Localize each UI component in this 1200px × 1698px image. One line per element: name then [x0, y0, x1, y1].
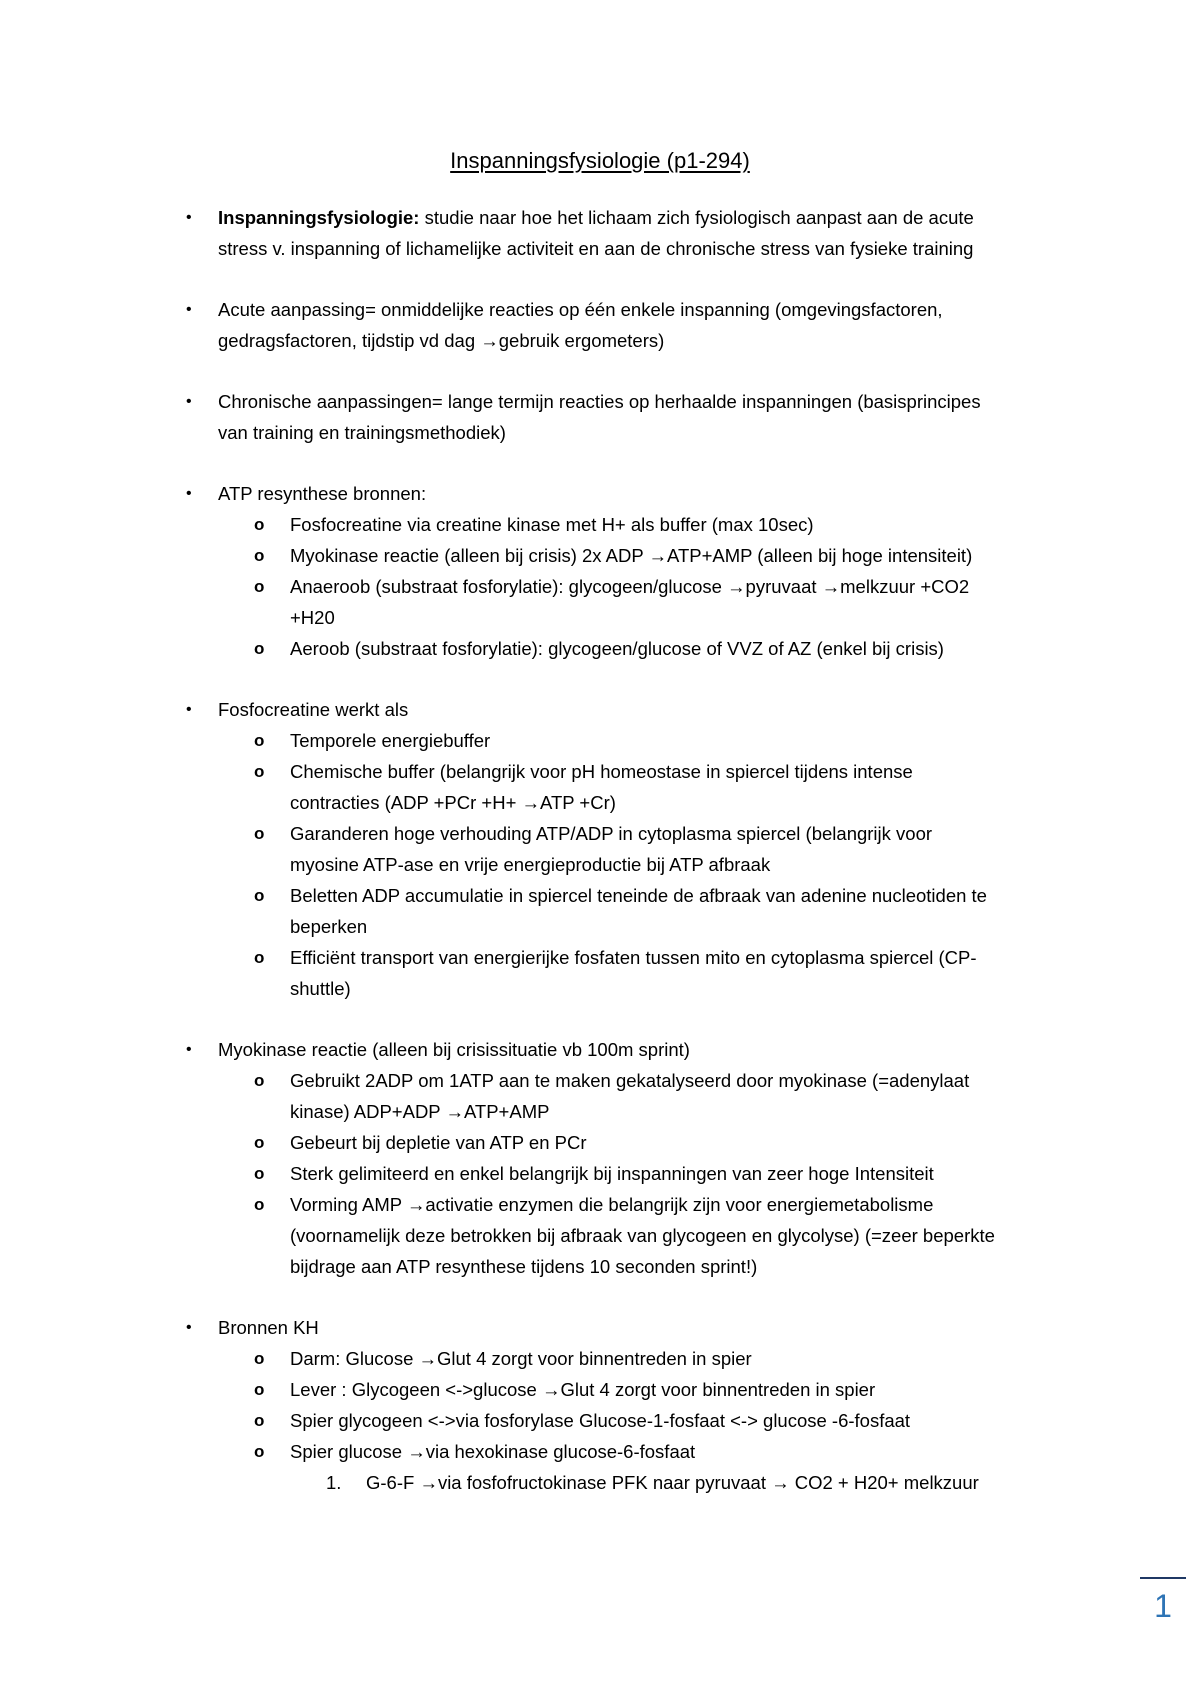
item-text: Inspanningsfysiologie: studie naar hoe het lichaam zich fysiologisch aanpast aan de acute: [218, 207, 974, 228]
item-text: bijdrage aan ATP resynthese tijdens 10 seconden sprint!): [290, 1256, 758, 1277]
sub-bullet-icon: o: [254, 1164, 265, 1183]
item-text: ATP resynthese bronnen:: [218, 483, 427, 504]
sub-bullet-icon: o: [254, 577, 265, 596]
item-text: Vorming AMP →activatie enzymen die belangrijk zijn voor energiemetabolisme: [290, 1194, 934, 1215]
item-text: Myokinase reactie (alleen bij crisis) 2x ADP →ATP+AMP (alleen bij hoge intensiteit): [290, 545, 973, 566]
outline-section: [0, 1312, 1200, 1498]
item-text: Lever : Glycogeen <->glucose →Glut 4 zorgt voor binnentreden in spier: [290, 1379, 876, 1400]
sub-bullet-item-line: [0, 849, 1200, 880]
bullet-icon: •: [186, 209, 192, 226]
bullet-item-line: [0, 233, 1200, 264]
sub-bullet-item-line: [0, 1158, 1200, 1189]
bullet-item-line: [0, 417, 1200, 448]
outline-section: [0, 386, 1200, 448]
item-text: Gebruikt 2ADP om 1ATP aan te maken gekatalyseerd door myokinase (=adenylaat: [290, 1070, 970, 1091]
item-text: Spier glycogeen <->via fosforylase Glucose-1-fosfaat <-> glucose -6-fosfaat: [290, 1410, 911, 1431]
outline-section: [0, 1034, 1200, 1282]
sub-bullet-item-line: [0, 1374, 1200, 1405]
bullet-item-line: [0, 202, 1200, 233]
item-text: van training en trainingsmethodiek): [218, 422, 506, 443]
sub-bullet-icon: o: [254, 1071, 265, 1090]
item-text: gedragsfactoren, tijdstip vd dag →gebruik ergometers): [218, 330, 665, 351]
item-text: shuttle): [290, 978, 351, 999]
sub-bullet-icon: o: [254, 546, 265, 565]
sub-bullet-item-line: [0, 1127, 1200, 1158]
defined-term: Inspanningsfysiologie:: [218, 207, 420, 228]
sub-bullet-item-line: [0, 540, 1200, 571]
page-number: 1: [1154, 1588, 1172, 1624]
numbered-item-line: [0, 1467, 1200, 1498]
item-text: Aeroob (substraat fosforylatie): glycogeen/glucose of VVZ of AZ (enkel bij crisis): [290, 638, 944, 659]
sub-bullet-icon: o: [254, 1195, 265, 1214]
item-text: Anaeroob (substraat fosforylatie): glycogeen/glucose →pyruvaat →melkzuur +CO2: [290, 576, 970, 597]
bullet-item-line: [0, 694, 1200, 725]
item-text: Fosfocreatine via creatine kinase met H+ als buffer (max 10sec): [290, 514, 814, 535]
sub-bullet-item-line: [0, 509, 1200, 540]
sub-bullet-item-line: [0, 1405, 1200, 1436]
bullet-icon: •: [186, 393, 192, 410]
item-text: +H20: [290, 607, 335, 628]
sub-bullet-item-line: [0, 973, 1200, 1004]
bullet-item-line: [0, 478, 1200, 509]
item-text: Fosfocreatine werkt als: [218, 699, 409, 720]
sub-bullet-item-line: [0, 756, 1200, 787]
sub-bullet-item-line: [0, 1251, 1200, 1282]
item-text: Sterk gelimiteerd en enkel belangrijk bij inspanningen van zeer hoge Intensiteit: [290, 1163, 934, 1184]
sub-bullet-icon: o: [254, 1349, 265, 1368]
sub-bullet-icon: o: [254, 1380, 265, 1399]
item-text: Efficiënt transport van energierijke fosfaten tussen mito en cytoplasma spiercel (CP-: [290, 947, 977, 968]
item-text: kinase) ADP+ADP →ATP+AMP: [290, 1101, 550, 1122]
sub-bullet-icon: o: [254, 948, 265, 967]
sub-bullet-item-line: [0, 602, 1200, 633]
bullet-item-line: [0, 1312, 1200, 1343]
sub-bullet-item-line: [0, 880, 1200, 911]
sub-bullet-item-line: [0, 787, 1200, 818]
sub-bullet-item-line: [0, 571, 1200, 602]
item-text: Darm: Glucose →Glut 4 zorgt voor binnentreden in spier: [290, 1348, 752, 1369]
sub-bullet-item-line: [0, 1189, 1200, 1220]
sub-bullet-item-line: [0, 1220, 1200, 1251]
bullet-icon: •: [186, 485, 192, 502]
sub-bullet-icon: o: [254, 515, 265, 534]
sub-bullet-item-line: [0, 911, 1200, 942]
item-text: Temporele energiebuffer: [290, 730, 491, 751]
sub-bullet-item-line: [0, 818, 1200, 849]
outline-section: [0, 478, 1200, 664]
bullet-item-line: [0, 1034, 1200, 1065]
outline-section: [0, 202, 1200, 264]
item-text: Beletten ADP accumulatie in spiercel teneinde de afbraak van adenine nucleotiden te: [290, 885, 987, 906]
bullet-icon: •: [186, 1319, 192, 1336]
item-text: Chemische buffer (belangrijk voor pH homeostase in spiercel tijdens intense: [290, 761, 913, 782]
outline-section: [0, 694, 1200, 1004]
bullet-icon: •: [186, 1041, 192, 1058]
sub-bullet-icon: o: [254, 731, 265, 750]
item-text: contracties (ADP +PCr +H+ →ATP +Cr): [290, 792, 616, 813]
sub-bullet-item-line: [0, 1343, 1200, 1374]
page-number-rule: [1140, 1577, 1186, 1579]
item-text: Chronische aanpassingen= lange termijn reacties op herhaalde inspanningen (basisprincipes: [218, 391, 981, 412]
sub-bullet-icon: o: [254, 886, 265, 905]
item-text: beperken: [290, 916, 368, 937]
sub-bullet-item-line: [0, 1065, 1200, 1096]
item-text: G-6-F →via fosfofructokinase PFK naar pyruvaat → CO2 + H20+ melkzuur: [366, 1472, 979, 1493]
sub-bullet-icon: o: [254, 1442, 265, 1461]
bullet-icon: •: [186, 301, 192, 318]
sub-bullet-icon: o: [254, 1133, 265, 1152]
bullet-item-line: [0, 294, 1200, 325]
item-text: Myokinase reactie (alleen bij crisissituatie vb 100m sprint): [218, 1039, 690, 1060]
item-text: stress v. inspanning of lichamelijke activiteit en aan de chronische stress van fysieke training: [218, 238, 974, 259]
sub-bullet-item-line: [0, 942, 1200, 973]
bullet-icon: •: [186, 701, 192, 718]
item-text: Bronnen KH: [218, 1317, 319, 1338]
item-text: Garanderen hoge verhouding ATP/ADP in cytoplasma spiercel (belangrijk voor: [290, 823, 933, 844]
item-text: (voornamelijk deze betrokken bij afbraak van glycogeen en glycolyse) (=zeer beperkte: [290, 1225, 995, 1246]
sub-bullet-icon: o: [254, 1411, 265, 1430]
item-text: myosine ATP-ase en vrije energieproductie bij ATP afbraak: [290, 854, 771, 875]
document-title: Inspanningsfysiologie (p1-294): [450, 148, 750, 173]
sub-bullet-icon: o: [254, 639, 265, 658]
sub-bullet-item-line: [0, 633, 1200, 664]
sub-bullet-item-line: [0, 725, 1200, 756]
item-text: Spier glucose →via hexokinase glucose-6-fosfaat: [290, 1441, 696, 1462]
sub-bullet-item-line: [0, 1436, 1200, 1467]
bullet-item-line: [0, 386, 1200, 417]
sub-bullet-icon: o: [254, 824, 265, 843]
item-text: Gebeurt bij depletie van ATP en PCr: [290, 1132, 587, 1153]
bullet-item-line: [0, 325, 1200, 356]
sub-bullet-item-line: [0, 1096, 1200, 1127]
sub-bullet-icon: o: [254, 762, 265, 781]
document-body: [0, 202, 1200, 1528]
list-number: 1.: [326, 1472, 342, 1493]
outline-section: [0, 294, 1200, 356]
item-text: Acute aanpassing= onmiddelijke reacties op één enkele inspanning (omgevingsfactoren,: [218, 299, 943, 320]
